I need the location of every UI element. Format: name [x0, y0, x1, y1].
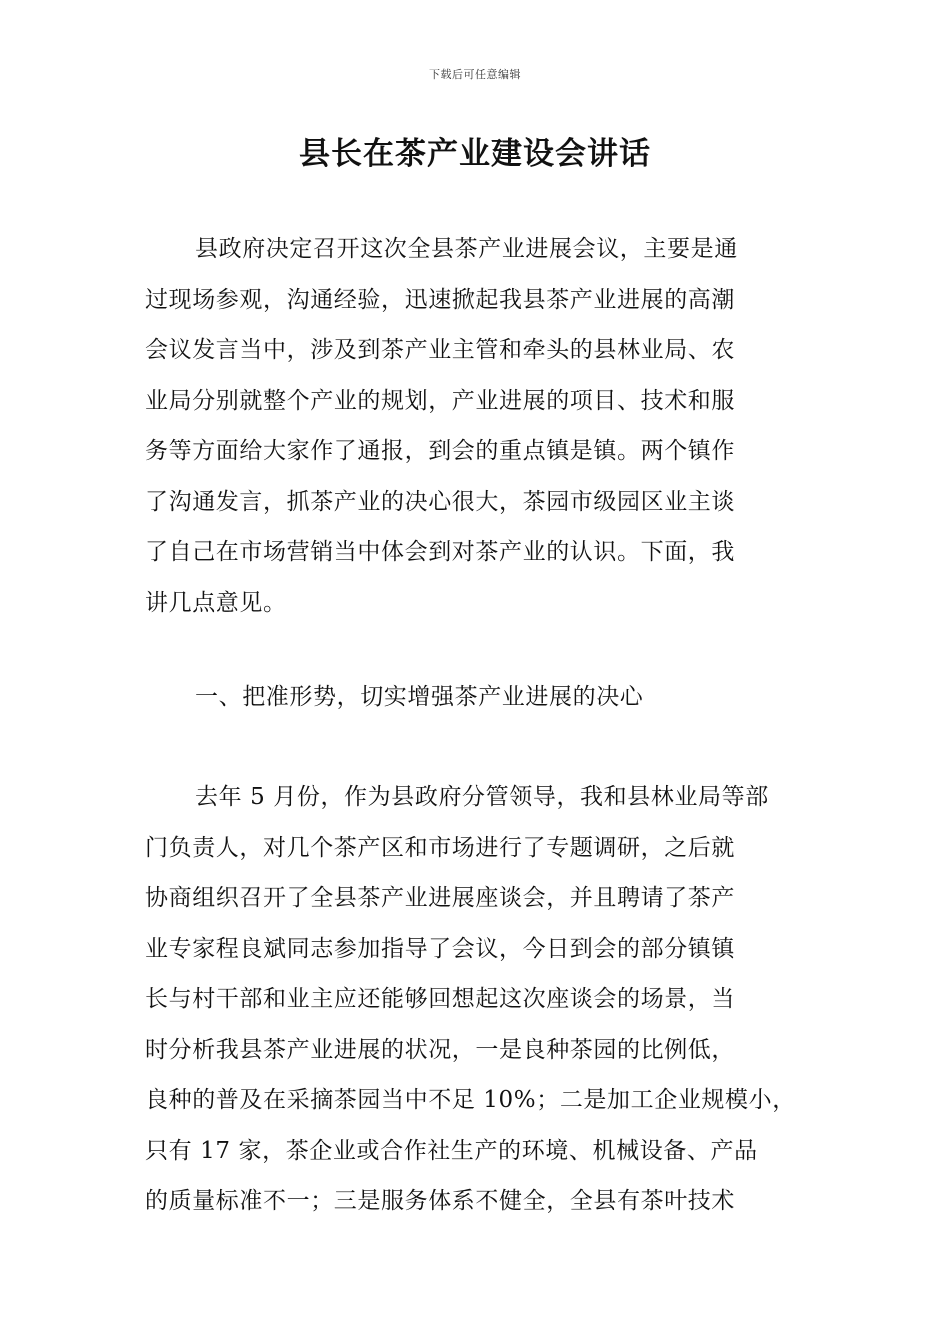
paragraph-line: 会议发言当中，涉及到茶产业主管和牵头的县林业局、农 [145, 337, 735, 363]
section-heading-text: 一、把准形势，切实增强茶产业进展的决心 [195, 684, 644, 710]
paragraph-line: 协商组织召开了全县茶产业进展座谈会，并且聘请了茶产 [145, 885, 735, 911]
paragraph-line: 良种的普及在采摘茶园当中不足 10%；二是加工企业规模小， [145, 1087, 796, 1113]
paragraph-line: 时分析我县茶产业进展的状况，一是良种茶园的比例低， [145, 1036, 735, 1063]
paragraph-1 [145, 224, 813, 628]
paragraph-line: 务等方面给大家作了通报，到会的重点镇是镇。两个镇作 [145, 438, 735, 464]
paragraph-line: 县政府决定召开这次全县茶产业进展会议，主要是通 [195, 236, 738, 262]
paragraph-line: 了自己在市场营销当中体会到对茶产业的认识。下面，我 [145, 539, 735, 565]
paragraph-line: 的质量标准不一；三是服务体系不健全，全县有茶叶技术 [145, 1188, 735, 1214]
paragraph-line: 只有 17 家，茶企业或合作社生产的环境、机械设备、产品 [145, 1137, 758, 1164]
paragraph-line: 业局分别就整个产业的规划，产业进展的项目、技术和服 [145, 387, 735, 414]
paragraph-line: 过现场参观，沟通经验，迅速掀起我县茶产业进展的高潮 [145, 286, 735, 313]
paragraph-line: 长与村干部和业主应还能够回想起这次座谈会的场景，当 [145, 986, 735, 1012]
page-title: 县长在茶产业建设会讲话 [299, 136, 651, 172]
section-heading [145, 672, 813, 723]
header-note: 下载后可任意编辑 [429, 68, 521, 81]
paragraph-line: 业专家程良斌同志参加指导了会议，今日到会的部分镇镇 [145, 935, 735, 962]
paragraph-line: 讲几点意见。 [145, 589, 287, 616]
paragraph-line: 了沟通发言，抓茶产业的决心很大，茶园市级园区业主谈 [145, 488, 735, 515]
paragraph-2 [145, 772, 813, 1227]
paragraph-line: 门负责人，对几个茶产区和市场进行了专题调研，之后就 [145, 834, 735, 861]
paragraph-line: 去年 5 月份，作为县政府分管领导，我和县林业局等部 [195, 784, 769, 810]
